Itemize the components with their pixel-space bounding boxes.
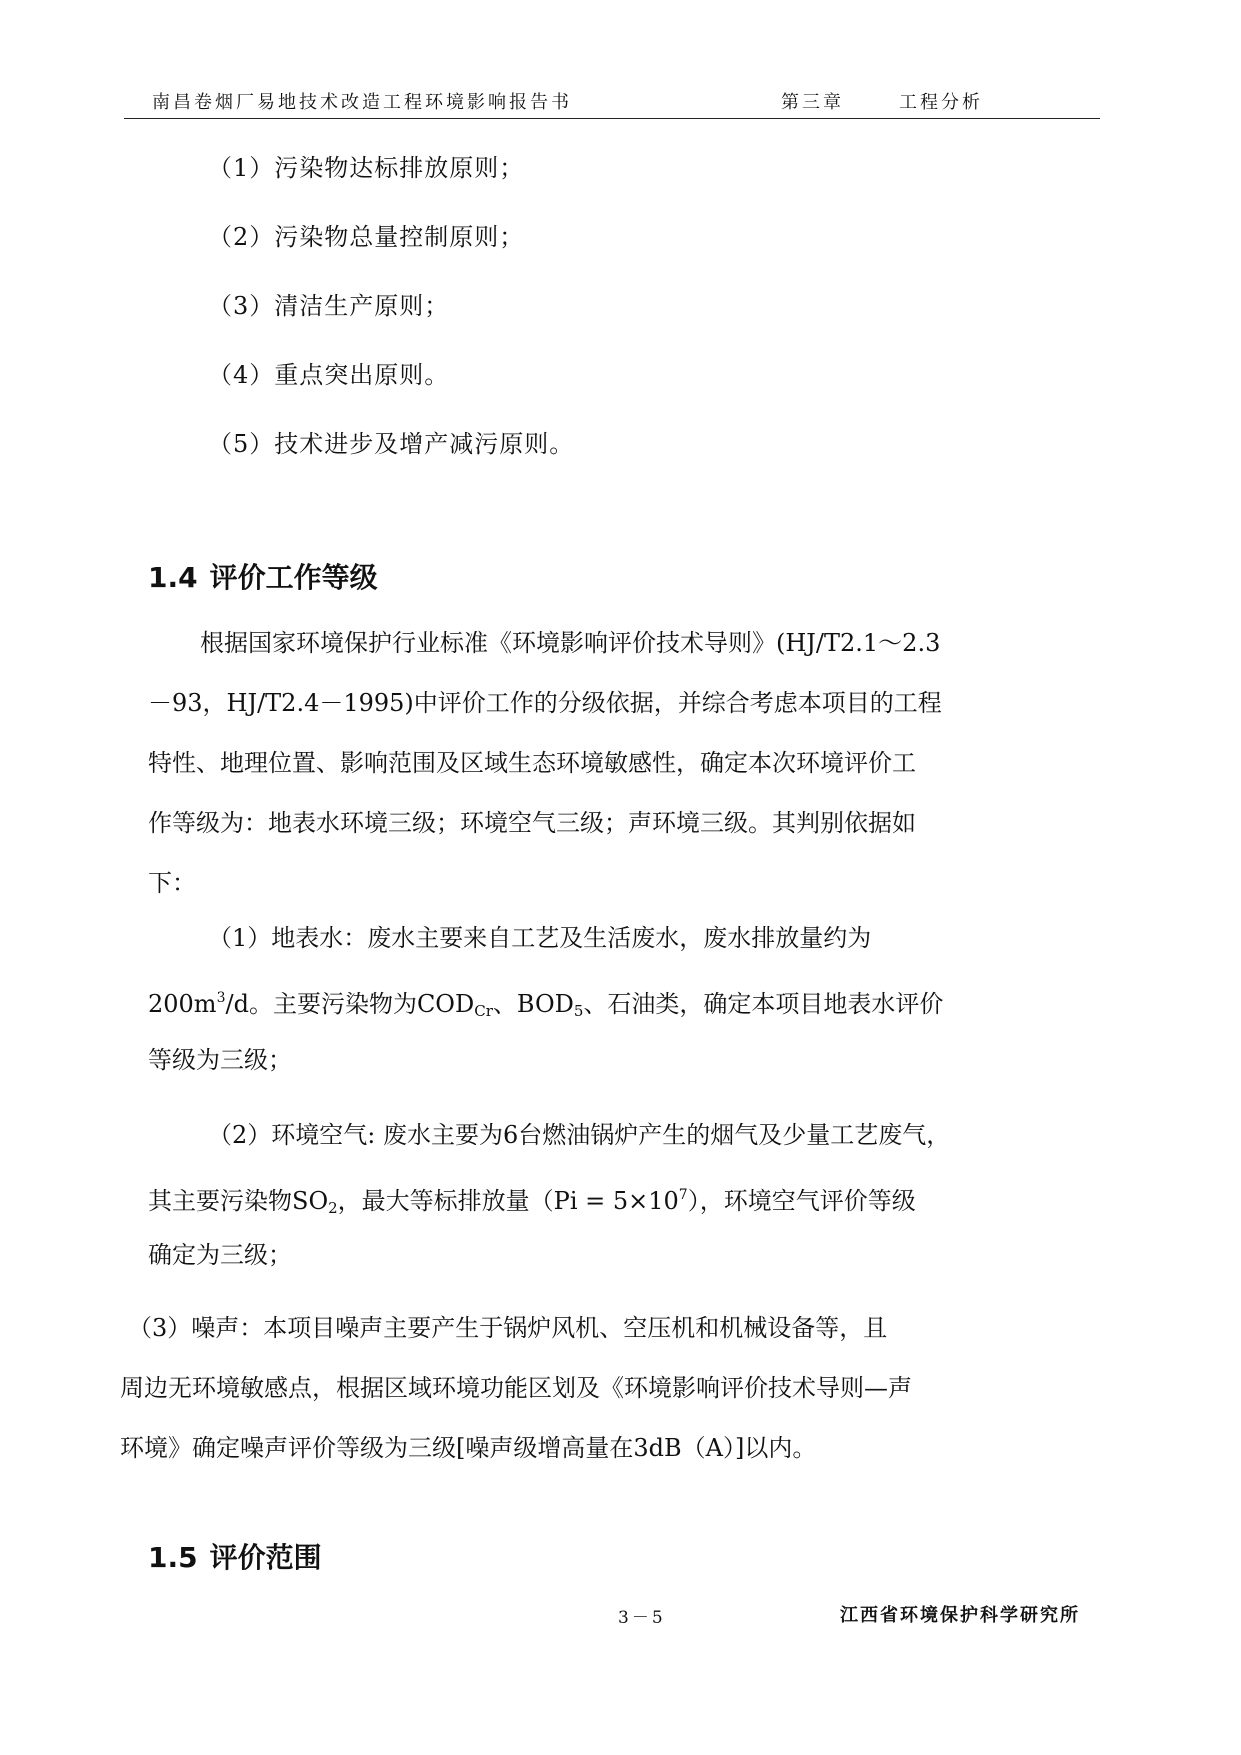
intro-line: 作等级为：地表水环境三级；环境空气三级；声环境三级。其判别依据如 bbox=[148, 809, 916, 837]
page-header bbox=[124, 78, 1100, 119]
intro-line: －93，HJ/T2.4－1995)中评价工作的分级依据，并综合考虑本项目的工程 bbox=[148, 689, 942, 717]
header-section: 工程分析 bbox=[899, 92, 983, 113]
section-number: 1.4 bbox=[148, 561, 198, 594]
header-document-title: 南昌卷烟厂易地技术改造工程环境影响报告书 bbox=[152, 92, 572, 113]
header-chapter: 第三章 bbox=[781, 92, 844, 113]
intro-line: 特性、地理位置、影响范围及区域生态环境敏感性，确定本次环境评价工 bbox=[148, 749, 916, 777]
page-number: 3－5 bbox=[618, 1608, 666, 1628]
principle-item: （5）技术进步及增产减污原则。 bbox=[208, 430, 575, 458]
surface-water-line2: $200m^3/d$。主要污染物为$COD_{Cr}$、$BOD_5$、石油类，确定本项目地表水评价 bbox=[148, 990, 944, 1020]
footer-institution: 江西省环境保护科学研究所 bbox=[840, 1605, 1080, 1626]
noise-line: （3）噪声：本项目噪声主要产生于锅炉风机、空压机和机械设备等，且 bbox=[128, 1314, 888, 1342]
intro-line: 根据国家环境保护行业标准《环境影响评价技术导则》(HJ/T2.1～2.3 bbox=[200, 629, 941, 657]
surface-water-line1: （1）地表水：废水主要来自工艺及生活废水，废水排放量约为 bbox=[208, 924, 872, 952]
noise-line: 环境》确定噪声评价等级为三级[噪声级增高量在3dB（A）]以内。 bbox=[120, 1434, 817, 1462]
intro-paragraph-cont bbox=[148, 673, 942, 913]
noise-line: 周边无环境敏感点，根据区域环境功能区划及《环境影响评价技术导则—声 bbox=[120, 1374, 912, 1402]
section-number: 1.5 bbox=[148, 1541, 198, 1574]
section-heading-1-5 bbox=[148, 1536, 322, 1576]
section-title: 评价范围 bbox=[209, 1541, 322, 1574]
intro-line: 下： bbox=[148, 869, 196, 897]
principle-item: （2）污染物总量控制原则； bbox=[208, 223, 525, 251]
section-heading-1-4 bbox=[148, 556, 378, 596]
air-line2: 其主要污染物$SO_2$，最大等标排放量$(Pi = 5\times 10^7)$，环境空气评价等级 bbox=[148, 1187, 916, 1217]
section-title: 评价工作等级 bbox=[209, 561, 378, 594]
principle-item: （3）清洁生产原则； bbox=[208, 292, 450, 320]
principle-item: （1）污染物达标排放原则； bbox=[208, 154, 525, 182]
principle-item: （4）重点突出原则。 bbox=[208, 361, 450, 389]
intro-paragraph bbox=[200, 613, 940, 673]
surface-water-line3: 等级为三级； bbox=[148, 1046, 292, 1074]
air-line1: （2）环境空气: 废水主要为6台燃油锅炉产生的烟气及少量工艺废气， bbox=[208, 1121, 951, 1149]
air-line3: 确定为三级； bbox=[148, 1241, 292, 1269]
noise-paragraph bbox=[120, 1298, 912, 1478]
